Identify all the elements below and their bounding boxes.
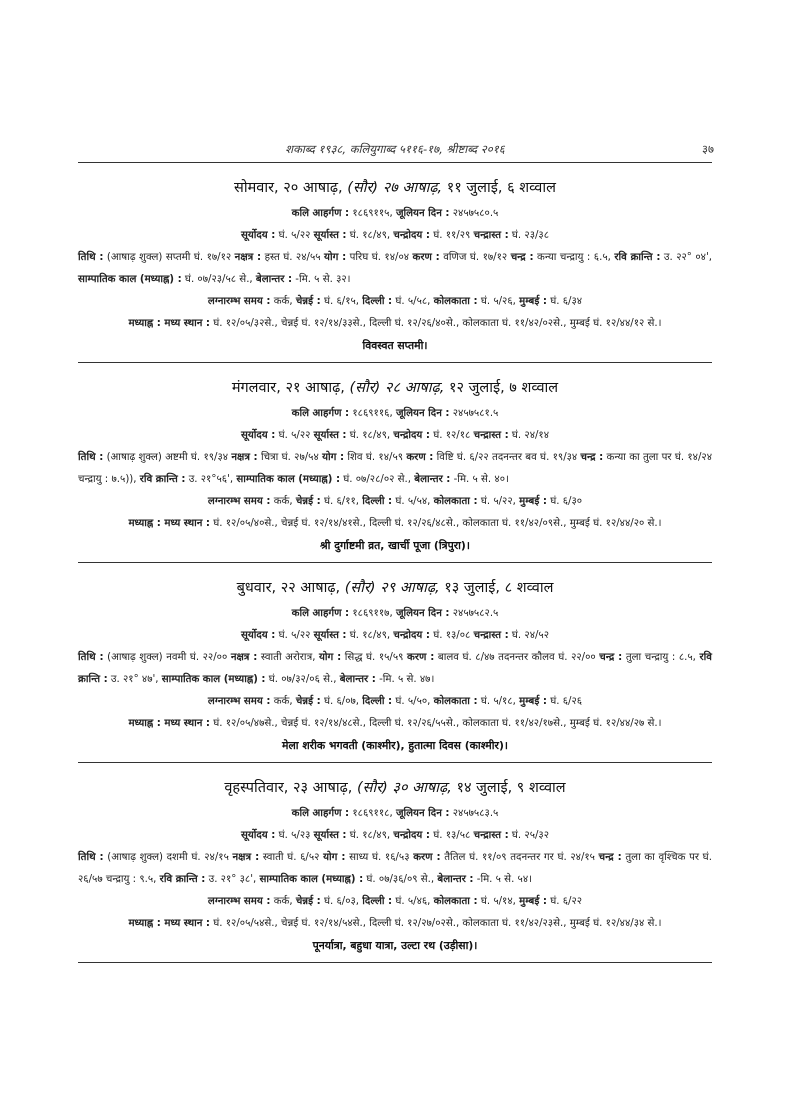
festival-note: श्री दुर्गाष्टमी व्रत, खार्ची पूजा (त्रिपुरा)। [320, 539, 470, 552]
ravi-kranti-label: रवि क्रान्ति : [139, 474, 186, 485]
sunset-label: सूर्यास्त : [313, 630, 347, 641]
karana-label: करण : [413, 852, 441, 863]
nakshatra-value: स्वाती घं. ६/५२ [262, 852, 320, 863]
tithi-label: तिथि : [78, 852, 104, 863]
sunrise-label: सूर्योदय : [240, 230, 276, 241]
moonrise-value: घं. १३/५८ [433, 830, 471, 841]
belantar-label: बेलान्तर : [437, 874, 474, 885]
lagna-delhi: घं. ५/४६, [395, 896, 431, 907]
chandra-label: चन्द्र : [580, 452, 604, 463]
sun-moon-line [78, 825, 712, 847]
panchang-details [78, 647, 712, 691]
madhyahna-value: घं. १२/०५/३२से., चेन्नई घं. १२/१४/३३से., दिल्ली घं. १२/२६/४०से., कोलकाता घं. ११/४२/०२से., मुम्बई घं. १२/४४/१२ से.। [213, 318, 662, 329]
yoga-value: परिघ घं. १४/०४ [349, 252, 410, 263]
sunset-label: सूर्यास्त : [313, 830, 347, 841]
madhyahna-label: मध्याह्न : मध्य स्थान : [128, 318, 210, 329]
lagna-delhi: घं. ५/५४, [395, 496, 431, 507]
lagna-kolkata: घं. ५/१४, [480, 896, 516, 907]
festival-note: पूनर्यात्रा, बहुधा यात्रा, उल्टा रथ (उड़ीसा)। [312, 939, 478, 952]
chandra-label: चन्द्र : [599, 652, 623, 663]
kali-julian-line [78, 203, 712, 225]
julian-value: २४५७५८०.५ [452, 208, 499, 219]
sampatik-kaal-label: साम्पातिक काल (मध्याह्न) : [236, 474, 341, 485]
tithi-label: तिथि : [78, 252, 104, 263]
madhyahna-line [78, 513, 712, 535]
sun-moon-line [78, 425, 712, 447]
ravi-kranti-label: रवि क्रान्ति : [614, 252, 661, 263]
moonrise-label: चन्द्रोदय : [393, 230, 430, 241]
yoga-label: योग : [323, 852, 346, 863]
sunset-label: सूर्यास्त : [313, 230, 347, 241]
lagna-label: लग्नारम्भ समय : [207, 496, 271, 507]
kali-label: कलि आहर्गण : [291, 608, 350, 619]
lagna-kolkata: घं. ५/१८, [480, 696, 516, 707]
kali-julian-line [78, 603, 712, 625]
lagna-line [78, 691, 712, 713]
mumbai-label: मुम्बई : [519, 496, 547, 507]
moonrise-value: घं. ११/२९ [433, 230, 471, 241]
mumbai-label: मुम्बई : [519, 296, 547, 307]
moonset-value: घं. २३/३८ [511, 230, 550, 241]
karana-value: वणिज घं. १७/१२ [443, 252, 508, 263]
sun-moon-line [78, 225, 712, 247]
chennai-label: चेन्नई : [295, 296, 321, 307]
madhyahna-label: मध्याह्न : मध्य स्थान : [128, 718, 210, 729]
sampatik-kaal-value: घं. ०७/३६/०९ से., [366, 874, 435, 885]
panchang-details [78, 247, 712, 291]
sunset-value: घं. १८/४९, [349, 430, 391, 441]
julian-value: २४५७५८१.५ [452, 408, 499, 419]
karana-value: तैतिल घं. ११/०९ तदनन्तर गर घं. २४/१५ [444, 852, 595, 863]
kali-value: १८६९११६, [352, 408, 393, 419]
lagna-chennai: घं. ६/११, [323, 496, 360, 507]
yoga-value: साध्य घं. १६/५३ [349, 852, 410, 863]
madhyahna-line [78, 713, 712, 735]
belantar-value: -मि. ५ से. ३२। [295, 274, 351, 285]
moonset-label: चन्द्रास्त : [473, 630, 509, 641]
lagna-kolkata: घं. ५/२६, [480, 296, 516, 307]
julian-label: जूलियन दिन : [395, 808, 450, 819]
kolkata-label: कोलकाता : [433, 896, 478, 907]
lagna-label: लग्नारम्भ समय : [207, 296, 271, 307]
chennai-label: चेन्नई : [295, 896, 321, 907]
lagna-chennai: घं. ६/१५, [323, 296, 360, 307]
julian-label: जूलियन दिन : [395, 208, 450, 219]
lagna-value: कर्क, [273, 296, 293, 307]
yoga-label: योग : [322, 452, 345, 463]
kali-value: १८६९११७, [352, 608, 393, 619]
day-divider [78, 962, 712, 963]
sunrise-label: सूर्योदय : [240, 830, 276, 841]
day-heading-saur: (सौर) २८ आषाढ़, [349, 380, 445, 396]
belantar-value: -मि. ५ से. ५४। [476, 874, 533, 885]
lagna-mumbai: घं. ६/३४ [550, 296, 583, 307]
belantar-label: बेलान्तर : [414, 474, 451, 485]
sampatik-kaal-label: साम्पातिक काल (मध्याह्न) : [259, 874, 364, 885]
chennai-label: चेन्नई : [295, 696, 321, 707]
day-heading-saur: (सौर) २९ आषाढ़, [344, 580, 440, 596]
almanac-page [78, 138, 712, 963]
kali-label: कलि आहर्गण : [291, 408, 350, 419]
lagna-value: कर्क, [273, 496, 293, 507]
sun-moon-line [78, 625, 712, 647]
sampatik-kaal-value: घं. ०७/२८/०२ से., [343, 474, 412, 485]
moonset-label: चन्द्रास्त : [473, 230, 509, 241]
ravi-kranti-label: रवि क्रान्ति : [159, 874, 206, 885]
nakshatra-label: नक्षत्र : [230, 652, 258, 663]
sunrise-value: घं. ५/२२ [278, 430, 311, 441]
day-heading [78, 177, 712, 199]
nakshatra-label: नक्षत्र : [232, 852, 260, 863]
sampatik-kaal-value: घं. ०७/२३/५८ से., [184, 274, 253, 285]
mumbai-label: मुम्बई : [519, 896, 547, 907]
moonset-label: चन्द्रास्त : [473, 830, 509, 841]
day-heading-saur: (सौर) २७ आषाढ़, [347, 180, 443, 196]
sunset-label: सूर्यास्त : [313, 430, 347, 441]
sampatik-kaal-label: साम्पातिक काल (मध्याह्न) : [161, 674, 266, 685]
yoga-label: योग : [319, 652, 342, 663]
kali-label: कलि आहर्गण : [291, 808, 350, 819]
ravi-kranti-value: उ. २१°५६', [188, 474, 234, 485]
sunrise-value: घं. ५/२३ [278, 830, 311, 841]
day-entry [78, 163, 712, 363]
chandra-label: चन्द्र : [598, 852, 622, 863]
moonrise-value: घं. १३/०८ [433, 630, 471, 641]
kolkata-label: कोलकाता : [433, 696, 478, 707]
julian-value: २४५७५८३.५ [452, 808, 499, 819]
belantar-value: -मि. ५ से. ४०। [453, 474, 509, 485]
moonrise-label: चन्द्रोदय : [393, 830, 430, 841]
julian-value: २४५७५८२.५ [452, 608, 499, 619]
day-entry [78, 563, 712, 763]
kali-julian-line [78, 403, 712, 425]
day-heading-saur: (सौर) ३० आषाढ़, [357, 780, 452, 796]
chandra-value: तुला का वृश्चिक पर घं. २६/५७ चन्द्रायु : ९.५, [78, 852, 712, 885]
lagna-line [78, 291, 712, 313]
sunrise-value: घं. ५/२२ [278, 230, 311, 241]
kolkata-label: कोलकाता : [433, 496, 478, 507]
delhi-label: दिल्ली : [362, 496, 393, 507]
julian-label: जूलियन दिन : [395, 608, 450, 619]
lagna-kolkata: घं. ५/२२, [480, 496, 516, 507]
day-heading-main: बुधवार, २२ आषाढ़, [236, 580, 341, 596]
sampatik-kaal-label: साम्पातिक काल (मध्याह्न) : [78, 274, 182, 285]
lagna-line [78, 891, 712, 913]
sunrise-value: घं. ५/२२ [278, 630, 311, 641]
lagna-value: कर्क, [273, 896, 293, 907]
karana-label: करण : [406, 452, 434, 463]
madhyahna-label: मध्याह्न : मध्य स्थान : [128, 518, 210, 529]
karana-label: करण : [412, 252, 440, 263]
kali-value: १८६९११५, [352, 208, 393, 219]
festival-note: मेला शरीक भगवती (काश्मीर), हुतात्मा दिवस (काश्मीर)। [281, 739, 509, 752]
panchang-details [78, 447, 712, 491]
moonset-label: चन्द्रास्त : [473, 430, 509, 441]
moonset-value: घं. २४/१४ [511, 430, 550, 441]
nakshatra-label: नक्षत्र : [234, 252, 262, 263]
madhyahna-value: घं. १२/०५/५४से., चेन्नई घं. १२/१४/५४से., दिल्ली घं. १२/२७/०२से., कोलकाता घं. ११/४२/२३से., मुम्बई घं. १२/४४/३४ से.। [213, 918, 662, 929]
ravi-kranti-value: उ. २२° ०४', [663, 252, 712, 263]
chandra-value: तुला चन्द्रायु : ८.५, [625, 652, 696, 663]
kali-julian-line [78, 803, 712, 825]
day-heading-main: सोमवार, २० आषाढ़, [234, 180, 343, 196]
lagna-mumbai: घं. ६/३० [550, 496, 583, 507]
lagna-mumbai: घं. ६/२२ [550, 896, 583, 907]
mumbai-label: मुम्बई : [519, 696, 547, 707]
yoga-value: शिव घं. १४/५९ [347, 452, 404, 463]
moonset-value: घं. २५/३२ [511, 830, 550, 841]
tithi-label: तिथि : [78, 652, 104, 663]
chandra-label: चन्द्र : [510, 252, 534, 263]
sunrise-label: सूर्योदय : [240, 430, 276, 441]
belantar-value: -मि. ५ से. ४७। [379, 674, 435, 685]
kali-value: १८६९११८, [352, 808, 393, 819]
madhyahna-label: मध्याह्न : मध्य स्थान : [128, 918, 210, 929]
tithi-value: (आषाढ़ शुक्ल) नवमी घं. २२/०० [107, 652, 228, 663]
nakshatra-value: चित्रा घं. २७/५४ [260, 452, 319, 463]
running-head-title: शकाब्द १९३८, कलियुगाब्द ५११६-१७, श्रीष्टाब्द २०१६ [285, 142, 505, 156]
sampatik-kaal-value: घं. ०७/३२/०६ से., [268, 674, 337, 685]
karana-value: विष्टि घं. ६/२२ तदनन्तर बव घं. १९/३४ [436, 452, 578, 463]
madhyahna-value: घं. १२/०५/४७से., चेन्नई घं. १२/१४/४८से., दिल्ली घं. १२/२६/५५से., कोलकाता घं. ११/४२/१७से., मुम्बई घं. १२/४४/२७ से.। [213, 718, 662, 729]
chennai-label: चेन्नई : [295, 496, 321, 507]
moonrise-value: घं. १२/१८ [433, 430, 471, 441]
lagna-chennai: घं. ६/०३, [323, 896, 360, 907]
ravi-kranti-value: उ. २१° ३८', [208, 874, 257, 885]
tithi-label: तिथि : [78, 452, 104, 463]
sunset-value: घं. १८/४९, [349, 230, 391, 241]
delhi-label: दिल्ली : [362, 296, 393, 307]
day-entries [78, 163, 712, 963]
day-heading-rest: १२ जुलाई, ७ शव्वाल [448, 380, 559, 396]
karana-value: बालव घं. ८/४७ तदनन्तर कौलव घं. २२/०० [437, 652, 596, 663]
belantar-label: बेलान्तर : [339, 674, 376, 685]
day-heading [78, 777, 712, 799]
madhyahna-line [78, 913, 712, 935]
tithi-value: (आषाढ़ शुक्ल) अष्टमी घं. १९/३४ [106, 452, 229, 463]
lagna-delhi: घं. ५/५८, [395, 296, 431, 307]
kali-label: कलि आहर्गण : [291, 208, 350, 219]
moonrise-label: चन्द्रोदय : [393, 430, 430, 441]
lagna-chennai: घं. ६/०७, [323, 696, 360, 707]
ravi-kranti-value: उ. २१° ४७', [110, 674, 159, 685]
sunrise-label: सूर्योदय : [240, 630, 276, 641]
running-head [78, 138, 712, 162]
day-heading-rest: १४ जुलाई, ९ शव्वाल [456, 780, 566, 796]
chandra-value: कन्या का तुला पर घं. १४/२४ चन्द्रायु : ७.५)), [78, 452, 713, 485]
madhyahna-line [78, 313, 712, 335]
lagna-value: कर्क, [273, 696, 293, 707]
day-entry [78, 763, 712, 963]
delhi-label: दिल्ली : [362, 696, 393, 707]
yoga-label: योग : [324, 252, 347, 263]
lagna-label: लग्नारम्भ समय : [207, 896, 271, 907]
day-heading-rest: ११ जुलाई, ६ शव्वाल [446, 180, 556, 196]
panchang-details [78, 847, 712, 891]
yoga-value: सिद्ध घं. १५/५९ [344, 652, 404, 663]
chandra-value: कन्या चन्द्रायु : ६.५, [537, 252, 611, 263]
tithi-value: (आषाढ़ शुक्ल) दशमी घं. २४/१५ [107, 852, 229, 863]
nakshatra-value: स्वाती अरोरात्र, [260, 652, 316, 663]
lagna-line [78, 491, 712, 513]
ravi-kranti-label: रवि क्रान्ति : [78, 652, 712, 685]
karana-label: करण : [407, 652, 435, 663]
sunset-value: घं. १८/४९, [349, 830, 391, 841]
day-heading-main: वृहस्पतिवार, २३ आषाढ़, [224, 780, 353, 796]
moonset-value: घं. २४/५२ [511, 630, 550, 641]
day-heading [78, 577, 712, 599]
lagna-delhi: घं. ५/५०, [395, 696, 431, 707]
julian-label: जूलियन दिन : [395, 408, 450, 419]
day-heading-rest: १३ जुलाई, ८ शव्वाल [444, 580, 554, 596]
madhyahna-value: घं. १२/०५/४०से., चेन्नई घं. १२/१४/४१से., दिल्ली घं. १२/२६/४८से., कोलकाता घं. ११/४२/०९से., मुम्बई घं. १२/४४/२० से.। [213, 518, 662, 529]
day-heading-main: मंगलवार, २१ आषाढ़, [231, 380, 345, 396]
day-entry [78, 363, 712, 563]
kolkata-label: कोलकाता : [433, 296, 478, 307]
lagna-mumbai: घं. ६/२६ [550, 696, 583, 707]
festival-note: विवस्वत सप्तमी। [362, 339, 428, 352]
day-heading [78, 377, 712, 399]
delhi-label: दिल्ली : [362, 896, 393, 907]
lagna-label: लग्नारम्भ समय : [207, 696, 271, 707]
page-number: ३७ [702, 142, 714, 156]
moonrise-label: चन्द्रोदय : [393, 630, 430, 641]
belantar-label: बेलान्तर : [255, 274, 293, 285]
sunset-value: घं. १८/४९, [349, 630, 391, 641]
tithi-value: (आषाढ़ शुक्ल) सप्तमी घं. १७/१२ [106, 252, 232, 263]
nakshatra-value: हस्त घं. २४/५५ [264, 252, 321, 263]
nakshatra-label: नक्षत्र : [231, 452, 258, 463]
